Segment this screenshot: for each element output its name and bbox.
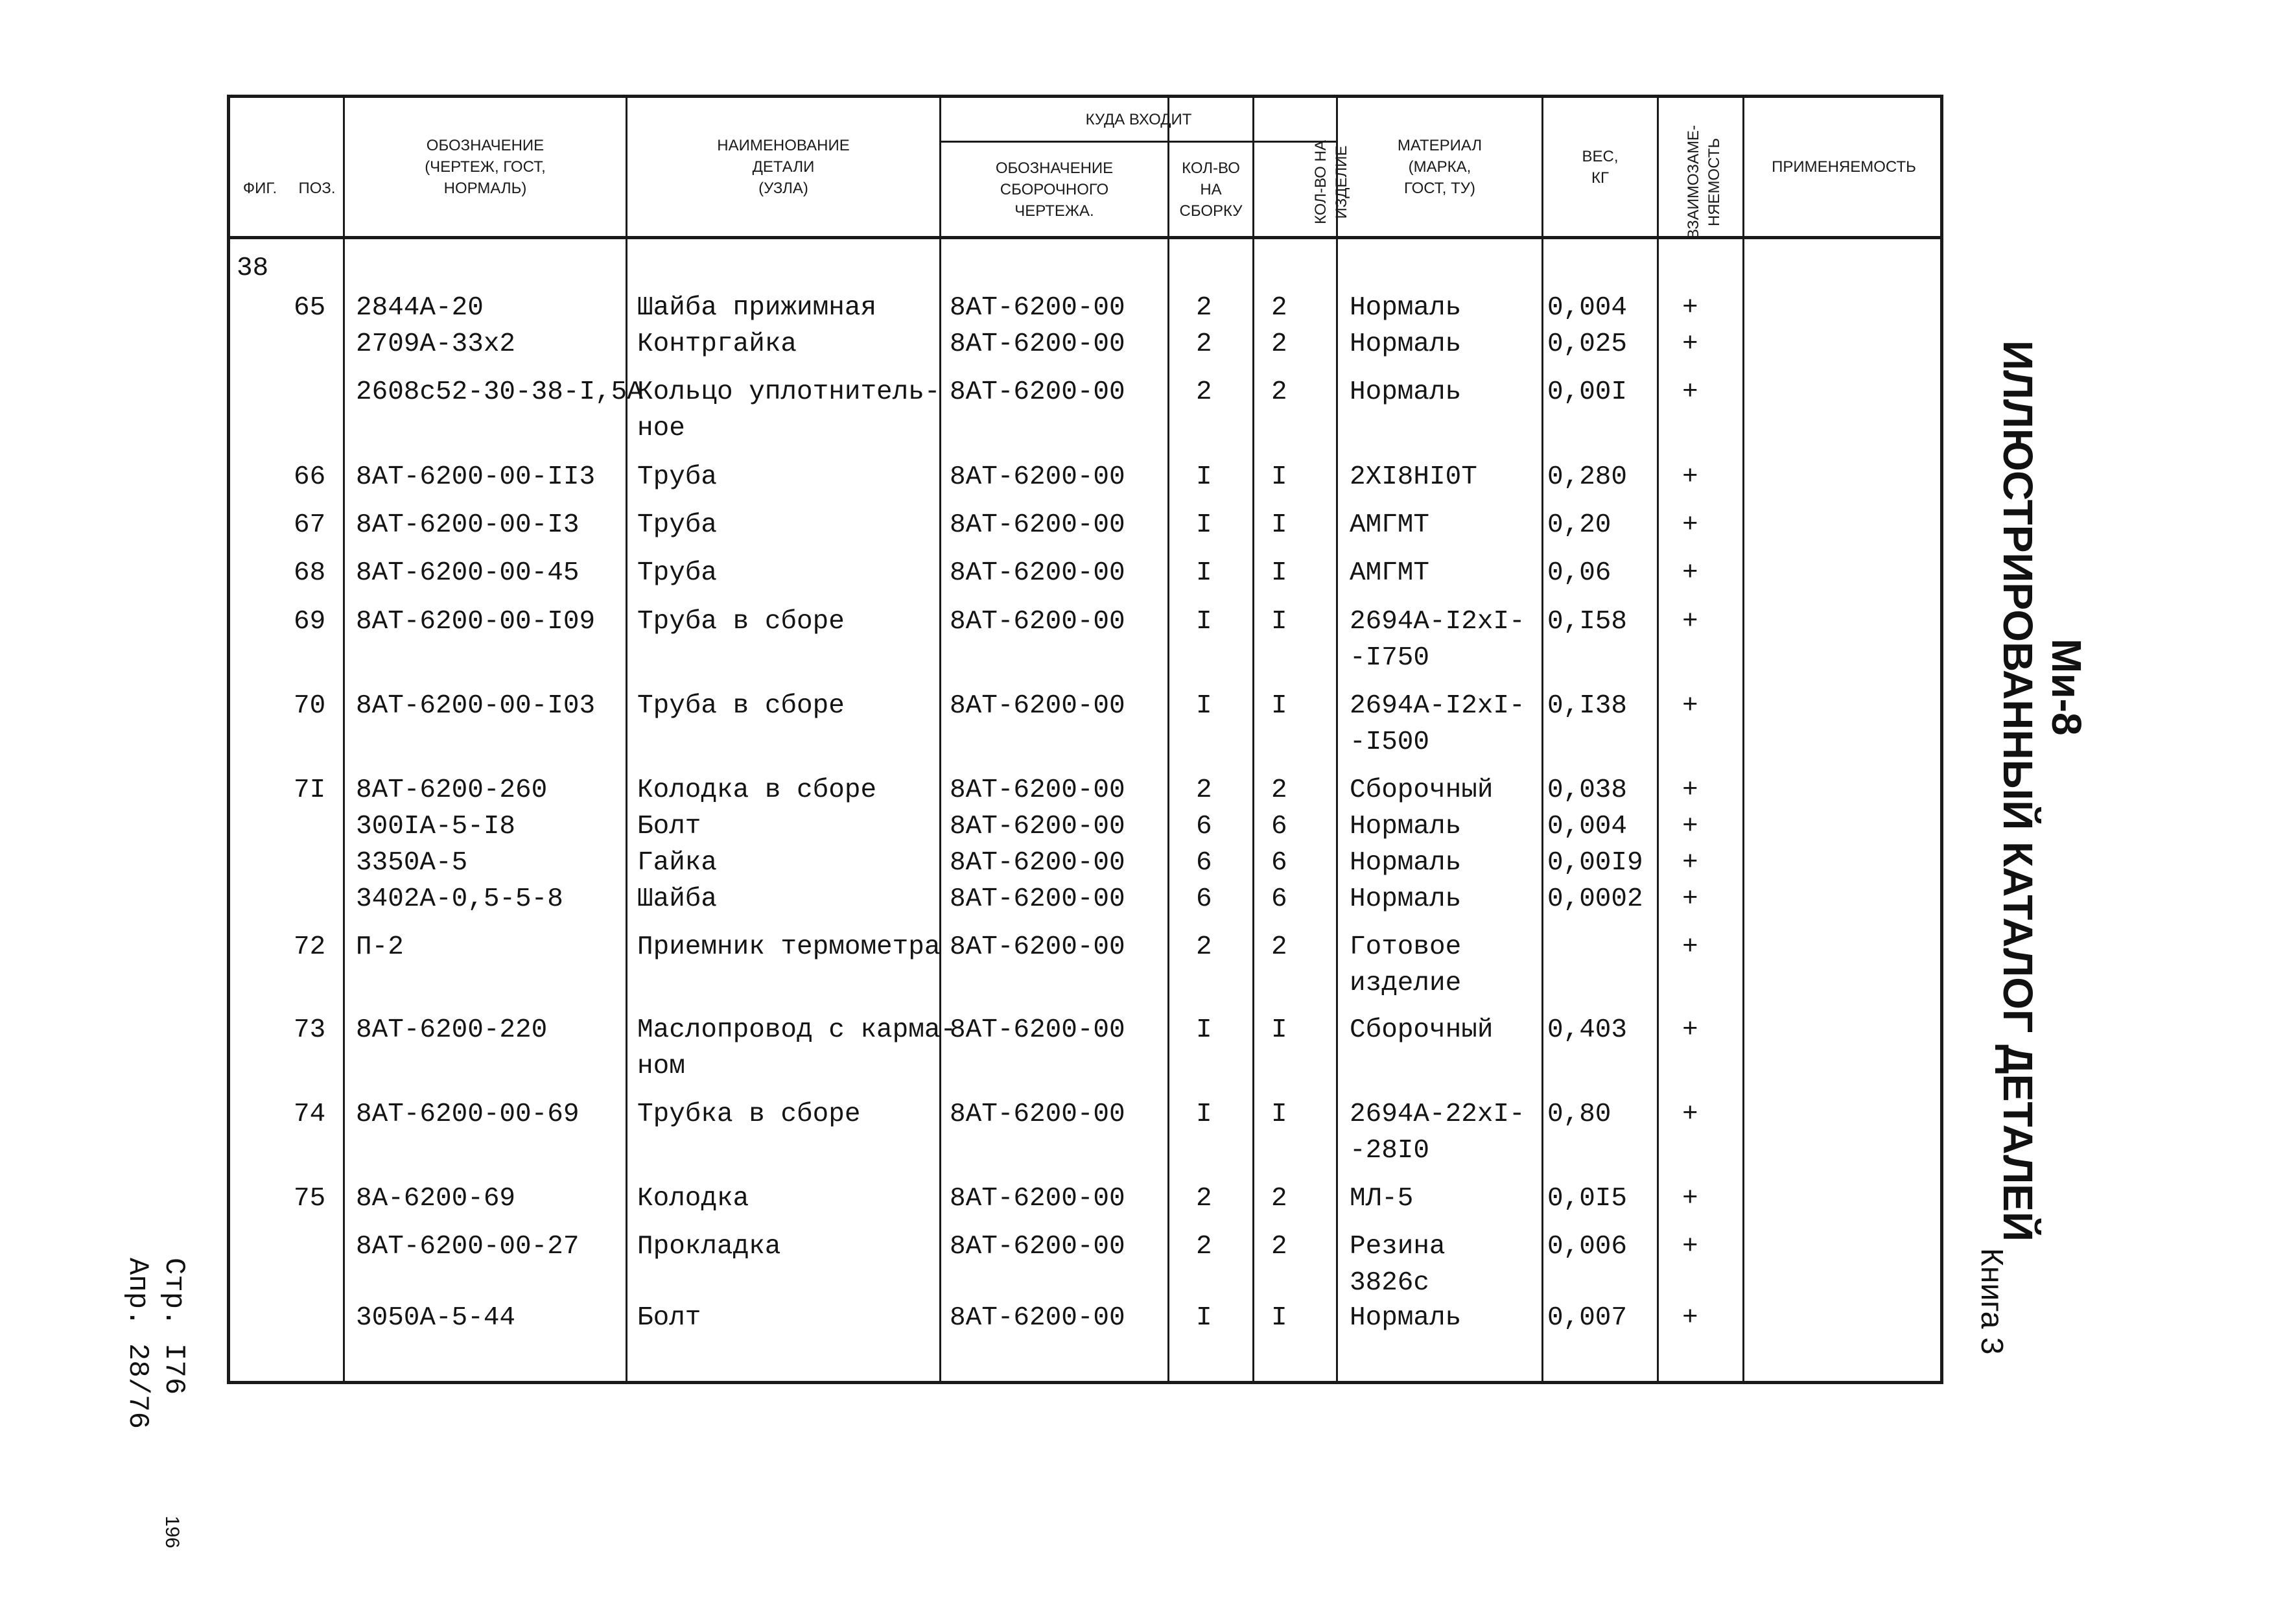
cell-material: Сборочный bbox=[1350, 1015, 1494, 1045]
cell-qty-assembly: 6 bbox=[1196, 848, 1212, 878]
col-divider bbox=[1336, 98, 1338, 1381]
cell-part-name: Колодка в сборе bbox=[637, 775, 877, 805]
catalog-title: ИЛЛЮСТРИРОВАННЫЙ КАТАЛОГ ДЕТАЛЕЙ bbox=[1995, 340, 2041, 1242]
cell-qty-product: 2 bbox=[1271, 329, 1287, 359]
cell-qty-product: I bbox=[1271, 1303, 1287, 1333]
cell-part-name: Шайба bbox=[637, 884, 718, 914]
cell-qty-assembly: I bbox=[1196, 1303, 1212, 1333]
header-material: МАТЕРИАЛ (МАРКА, ГОСТ, ТУ) bbox=[1397, 137, 1482, 197]
col-divider bbox=[1742, 98, 1744, 1381]
cell-weight: 0,0002 bbox=[1547, 884, 1643, 914]
cell-qty-product: I bbox=[1271, 558, 1287, 588]
cell-qty-assembly: I bbox=[1196, 558, 1212, 588]
cell-interchangeable: + bbox=[1682, 848, 1698, 878]
header-fig: ФИГ. bbox=[242, 180, 277, 197]
cell-interchangeable: + bbox=[1682, 884, 1698, 914]
sheet-number: 196 bbox=[161, 1516, 183, 1549]
cell-qty-product: 6 bbox=[1271, 848, 1287, 878]
cell-designation: 8AT-6200-00-69 bbox=[356, 1100, 580, 1129]
col-divider bbox=[939, 98, 941, 1381]
cell-qty-product: 2 bbox=[1271, 775, 1287, 805]
cell-qty-product: 6 bbox=[1271, 812, 1287, 841]
cell-material: Нормаль bbox=[1350, 812, 1462, 841]
cell-material: 2694A-I2xI- -I750 bbox=[1350, 607, 1525, 673]
cell-weight: 0,403 bbox=[1547, 1015, 1628, 1045]
cell-qty-assembly: 6 bbox=[1196, 812, 1212, 841]
col-divider bbox=[343, 98, 345, 1381]
cell-weight: 0,004 bbox=[1547, 812, 1628, 841]
cell-designation: 3050A-5-44 bbox=[356, 1303, 516, 1333]
cell-material: Нормаль bbox=[1350, 329, 1462, 359]
cell-designation: 8AT-6200-00-27 bbox=[356, 1232, 580, 1262]
cell-pos: 7I bbox=[294, 775, 326, 805]
cell-weight: 0,80 bbox=[1547, 1100, 1611, 1129]
cell-qty-assembly: 2 bbox=[1196, 1184, 1212, 1214]
cell-designation: 2844A-20 bbox=[356, 293, 484, 323]
cell-part-name: Шайба прижимная bbox=[637, 293, 877, 323]
cell-assembly-drawing: 8AT-6200-00 bbox=[950, 932, 1125, 962]
cell-designation: 8AT-6200-00-I3 bbox=[356, 510, 580, 540]
cell-qty-product: I bbox=[1271, 1100, 1287, 1129]
cell-material: 2694A-22xI- -28I0 bbox=[1350, 1100, 1525, 1166]
col-divider bbox=[626, 98, 627, 1381]
cell-assembly-drawing: 8AT-6200-00 bbox=[950, 1184, 1125, 1214]
header-interchangeability: ВЗАИМОЗАМЕ- НЯЕМОСТЬ bbox=[1685, 124, 1723, 240]
cell-material: Готовое изделие bbox=[1350, 932, 1462, 998]
cell-weight: 0,I58 bbox=[1547, 607, 1628, 637]
cell-interchangeable: + bbox=[1682, 932, 1698, 962]
cell-qty-product: I bbox=[1271, 607, 1287, 637]
cell-qty-assembly: I bbox=[1196, 1100, 1212, 1129]
cell-qty-assembly: 2 bbox=[1196, 377, 1212, 407]
cell-part-name: Болт bbox=[637, 812, 701, 841]
cell-designation: 8AT-6200-00-I09 bbox=[356, 607, 596, 637]
aircraft-model: Ми-8 bbox=[2043, 639, 2090, 736]
cell-designation: 300IA-5-I8 bbox=[356, 812, 516, 841]
cell-assembly-drawing: 8AT-6200-00 bbox=[950, 1100, 1125, 1129]
cell-qty-product: 2 bbox=[1271, 1184, 1287, 1214]
cell-qty-assembly: I bbox=[1196, 1015, 1212, 1045]
cell-material: Сборочный bbox=[1350, 775, 1494, 805]
cell-pos: 66 bbox=[294, 462, 326, 492]
page-number bbox=[119, 1258, 192, 1429]
cell-part-name: Колодка bbox=[637, 1184, 749, 1214]
cell-material: Нормаль bbox=[1350, 884, 1462, 914]
cell-qty-assembly: 2 bbox=[1196, 329, 1212, 359]
cell-qty-product: I bbox=[1271, 462, 1287, 492]
cell-pos: 74 bbox=[294, 1100, 326, 1129]
cell-interchangeable: + bbox=[1682, 462, 1698, 492]
parts-table bbox=[227, 95, 1943, 1384]
cell-part-name: Кольцо уплотнитель- ное bbox=[637, 377, 941, 443]
cell-designation: 8AT-6200-00-II3 bbox=[356, 462, 596, 492]
cell-material: Нормаль bbox=[1350, 848, 1462, 878]
figure-number: 38 bbox=[237, 253, 269, 283]
col-divider bbox=[1541, 98, 1543, 1381]
cell-qty-assembly: I bbox=[1196, 462, 1212, 492]
cell-assembly-drawing: 8AT-6200-00 bbox=[950, 1232, 1125, 1262]
cell-qty-assembly: 6 bbox=[1196, 884, 1212, 914]
cell-weight: 0,I38 bbox=[1547, 691, 1628, 721]
cell-pos: 68 bbox=[294, 558, 326, 588]
cell-material: АМГМТ bbox=[1350, 510, 1430, 540]
cell-weight: 0,280 bbox=[1547, 462, 1628, 492]
cell-part-name: Труба bbox=[637, 558, 718, 588]
cell-designation: 8A-6200-69 bbox=[356, 1184, 516, 1214]
cell-weight: 0,00I9 bbox=[1547, 848, 1643, 878]
header-where-used: КУДА ВХОДИТ bbox=[1085, 110, 1192, 128]
cell-weight: 0,0I5 bbox=[1547, 1184, 1628, 1214]
book-number: Книга 3 bbox=[1974, 1248, 2009, 1355]
cell-interchangeable: + bbox=[1682, 293, 1698, 323]
cell-part-name: Контргайка bbox=[637, 329, 797, 359]
cell-qty-assembly: I bbox=[1196, 510, 1212, 540]
header-part-name: НАИМЕНОВАНИЕ ДЕТАЛИ (УЗЛА) bbox=[717, 137, 850, 197]
revision-label: Апр. 28/76 bbox=[121, 1258, 154, 1430]
cell-interchangeable: + bbox=[1682, 1232, 1698, 1262]
cell-pos: 73 bbox=[294, 1015, 326, 1045]
cell-designation: 8AT-6200-260 bbox=[356, 775, 548, 805]
cell-qty-product: I bbox=[1271, 510, 1287, 540]
cell-designation: 8AT-6200-00-I03 bbox=[356, 691, 596, 721]
cell-designation: 2709A-33x2 bbox=[356, 329, 516, 359]
cell-assembly-drawing: 8AT-6200-00 bbox=[950, 812, 1125, 841]
cell-designation: 8AT-6200-220 bbox=[356, 1015, 548, 1045]
cell-qty-assembly: 2 bbox=[1196, 1232, 1212, 1262]
header-applicability: ПРИМЕНЯЕМОСТЬ bbox=[1772, 158, 1916, 176]
cell-assembly-drawing: 8AT-6200-00 bbox=[950, 462, 1125, 492]
cell-interchangeable: + bbox=[1682, 1184, 1698, 1214]
col-divider bbox=[1167, 98, 1169, 1381]
header-assembly-drawing: ОБОЗНАЧЕНИЕ СБОРОЧНОГО ЧЕРТЕЖА. bbox=[995, 159, 1114, 220]
cell-part-name: Прокладка bbox=[637, 1232, 781, 1262]
cell-weight: 0,004 bbox=[1547, 293, 1628, 323]
cell-part-name: Трубка в сборе bbox=[637, 1100, 861, 1129]
cell-pos: 72 bbox=[294, 932, 326, 962]
cell-designation: 3350A-5 bbox=[356, 848, 468, 878]
cell-material: Нормаль bbox=[1350, 377, 1462, 407]
cell-material: Резина 3826c bbox=[1350, 1232, 1446, 1298]
cell-qty-assembly: I bbox=[1196, 691, 1212, 721]
cell-qty-product: 2 bbox=[1271, 932, 1287, 962]
cell-assembly-drawing: 8AT-6200-00 bbox=[950, 510, 1125, 540]
cell-designation: 8AT-6200-00-45 bbox=[356, 558, 580, 588]
cell-interchangeable: + bbox=[1682, 691, 1698, 721]
cell-qty-assembly: 2 bbox=[1196, 775, 1212, 805]
header-designation: ОБОЗНАЧЕНИЕ (ЧЕРТЕЖ, ГОСТ, НОРМАЛЬ) bbox=[425, 137, 546, 197]
cell-interchangeable: + bbox=[1682, 510, 1698, 540]
cell-material: 2XI8HI0T bbox=[1350, 462, 1477, 492]
cell-weight: 0,00I bbox=[1547, 377, 1628, 407]
cell-interchangeable: + bbox=[1682, 775, 1698, 805]
page-label: Стр. I76 bbox=[158, 1258, 190, 1395]
cell-material: Нормаль bbox=[1350, 1303, 1462, 1333]
cell-part-name: Труба bbox=[637, 462, 718, 492]
cell-qty-product: I bbox=[1271, 691, 1287, 721]
cell-interchangeable: + bbox=[1682, 812, 1698, 841]
cell-part-name: Приемник термометра bbox=[637, 932, 941, 962]
cell-qty-assembly: I bbox=[1196, 607, 1212, 637]
cell-pos: 67 bbox=[294, 510, 326, 540]
cell-assembly-drawing: 8AT-6200-00 bbox=[950, 775, 1125, 805]
cell-designation: 3402A-0,5-5-8 bbox=[356, 884, 563, 914]
header-weight: ВЕС, КГ bbox=[1582, 147, 1619, 187]
cell-material: Нормаль bbox=[1350, 293, 1462, 323]
cell-qty-assembly: 2 bbox=[1196, 293, 1212, 323]
cell-pos: 65 bbox=[294, 293, 326, 323]
cell-weight: 0,007 bbox=[1547, 1303, 1628, 1333]
cell-pos: 69 bbox=[294, 607, 326, 637]
cell-part-name: Гайка bbox=[637, 848, 718, 878]
col-divider bbox=[1657, 98, 1659, 1381]
cell-weight: 0,006 bbox=[1547, 1232, 1628, 1262]
cell-qty-assembly: 2 bbox=[1196, 932, 1212, 962]
cell-qty-product: 6 bbox=[1271, 884, 1287, 914]
cell-qty-product: 2 bbox=[1271, 293, 1287, 323]
cell-interchangeable: + bbox=[1682, 1100, 1698, 1129]
cell-interchangeable: + bbox=[1682, 607, 1698, 637]
cell-weight: 0,06 bbox=[1547, 558, 1611, 588]
header-pos: ПОЗ. bbox=[298, 180, 336, 197]
header-qty-assembly: КОЛ-ВО НА СБОРКУ bbox=[1179, 159, 1243, 220]
cell-interchangeable: + bbox=[1682, 329, 1698, 359]
cell-part-name: Болт bbox=[637, 1303, 701, 1333]
cell-assembly-drawing: 8AT-6200-00 bbox=[950, 329, 1125, 359]
cell-part-name: Маслопровод с карма- ном bbox=[637, 1015, 957, 1081]
cell-material: МЛ-5 bbox=[1350, 1184, 1414, 1214]
cell-assembly-drawing: 8AT-6200-00 bbox=[950, 848, 1125, 878]
cell-interchangeable: + bbox=[1682, 558, 1698, 588]
cell-material: 2694A-I2xI- -I500 bbox=[1350, 691, 1525, 757]
cell-weight: 0,038 bbox=[1547, 775, 1628, 805]
cell-designation: 2608c52-30-38-I,5A bbox=[356, 377, 643, 407]
cell-part-name: Труба bbox=[637, 510, 718, 540]
cell-pos: 75 bbox=[294, 1184, 326, 1214]
cell-qty-product: 2 bbox=[1271, 377, 1287, 407]
cell-part-name: Труба в сборе bbox=[637, 691, 845, 721]
cell-assembly-drawing: 8AT-6200-00 bbox=[950, 691, 1125, 721]
cell-material: АМГМТ bbox=[1350, 558, 1430, 588]
cell-qty-product: 2 bbox=[1271, 1232, 1287, 1262]
header-qty-product: КОЛ-ВО НА ИЗДЕЛИЕ bbox=[1312, 140, 1350, 224]
cell-designation: П-2 bbox=[356, 932, 404, 962]
cell-interchangeable: + bbox=[1682, 1303, 1698, 1333]
cell-interchangeable: + bbox=[1682, 377, 1698, 407]
cell-assembly-drawing: 8AT-6200-00 bbox=[950, 1015, 1125, 1045]
cell-assembly-drawing: 8AT-6200-00 bbox=[950, 377, 1125, 407]
cell-assembly-drawing: 8AT-6200-00 bbox=[950, 1303, 1125, 1333]
cell-assembly-drawing: 8AT-6200-00 bbox=[950, 607, 1125, 637]
cell-part-name: Труба в сборе bbox=[637, 607, 845, 637]
cell-weight: 0,20 bbox=[1547, 510, 1611, 540]
col-divider bbox=[1252, 98, 1254, 1381]
cell-weight: 0,025 bbox=[1547, 329, 1628, 359]
cell-assembly-drawing: 8AT-6200-00 bbox=[950, 884, 1125, 914]
cell-pos: 70 bbox=[294, 691, 326, 721]
cell-assembly-drawing: 8AT-6200-00 bbox=[950, 293, 1125, 323]
cell-qty-product: I bbox=[1271, 1015, 1287, 1045]
cell-interchangeable: + bbox=[1682, 1015, 1698, 1045]
cell-assembly-drawing: 8AT-6200-00 bbox=[950, 558, 1125, 588]
